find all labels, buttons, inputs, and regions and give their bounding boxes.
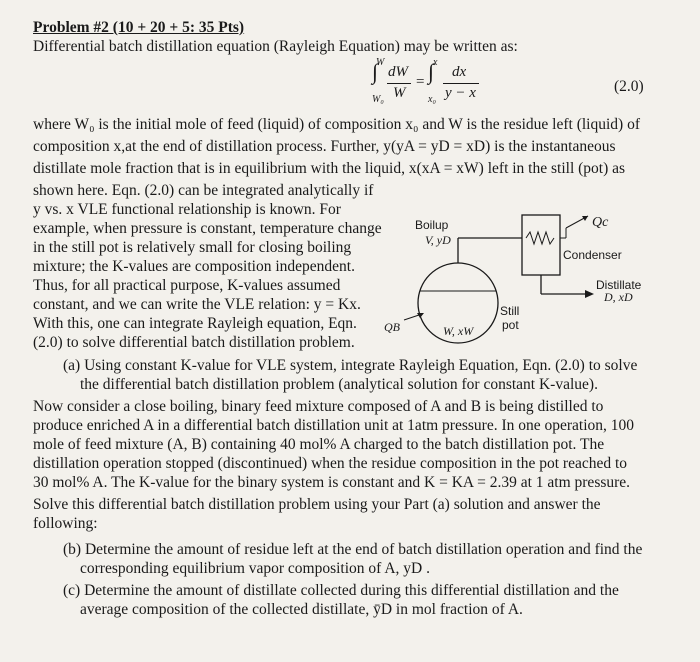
distillate-label: Distillate (596, 278, 642, 292)
still-label: Still (500, 304, 520, 318)
residue-wxw-label: W, xW (443, 324, 474, 338)
boilup-vy-label: V, yD (425, 233, 451, 247)
condenser-coil (526, 232, 554, 244)
para1-line8: mixture; the K-values are composition independent. (33, 258, 355, 275)
qb-label: QB (384, 320, 400, 334)
distillate-arrowhead (585, 290, 594, 298)
para2-line5: 30 mol% A. The K-value for the binary system is constant and K = KA = 2.39 at 1 atm pressure. (33, 474, 631, 491)
para2-line4: distillation operation stopped (discontinued) when the residue composition in the pot reached to (33, 455, 628, 472)
rhs-lower-limit: x₀ (428, 94, 436, 105)
integral-sign-right: ∫ (428, 59, 435, 84)
para1-line3: distillate mole fraction that is in equilibrium with the liquid, x(xA = xW) left in the still (pot) as (33, 160, 626, 177)
pot-label: pot (502, 318, 519, 332)
condenser-box (522, 215, 560, 275)
part-a-line1: (a) Using constant K-value for VLE system, integrate Rayleigh Equation, Eqn. (2.0) to solve (63, 357, 638, 374)
condenser-label: Condenser (563, 248, 622, 262)
para2-line7: following: (33, 515, 98, 532)
lhs-lower-limit: W₀ (372, 94, 384, 105)
para1-line10: constant, and we can write the VLE relation: y = Kx. (33, 296, 361, 313)
para1-line5: y vs. x VLE functional relationship is known. For (33, 201, 341, 218)
part-c-line2: average composition of the collected distillate, ȳD in mol fraction of A. (80, 601, 523, 618)
para2-line3: mole of feed mixture (A, B) containing 40 mol% A charged to the batch distillation pot. The (33, 436, 605, 453)
para2-line6: Solve this differential batch distillation problem using your Part (a) solution and answer the (33, 496, 601, 513)
para1-line11: With this, one can integrate Rayleigh equation, Eqn. (33, 315, 357, 332)
para1-line1: where W₀ is the initial mole of feed (liquid) of composition x₀ and W is the residue left (liquid) of (33, 116, 640, 133)
para1-line6: example, when pressure is constant, temperature change (33, 220, 382, 237)
para1-line12: (2.0) to solve differential batch distillation problem. (33, 334, 355, 351)
part-b-line1: (b) Determine the amount of residue left at the end of batch distillation operation and find the (63, 541, 643, 558)
lhs-denominator: W (393, 85, 406, 101)
lhs-upper-limit: W (376, 57, 385, 68)
para1-line7: in the still pot is relatively small for closing boiling (33, 239, 352, 256)
problem-title: Problem #2 (10 + 20 + 5: 35 Pts) (33, 19, 245, 36)
part-b-line2: corresponding equilibrium vapor composition of A, yD . (80, 560, 430, 577)
rhs-denominator: y − x (445, 85, 476, 101)
part-c-line1: (c) Determine the amount of distillate collected during this differential distillation and the (63, 582, 619, 599)
para1-line9: Thus, for all practical purpose, K-values assumed (33, 277, 341, 294)
problem-subtitle: Differential batch distillation equation (Rayleigh Equation) may be written as: (33, 38, 518, 55)
qc-label: Qc (592, 215, 609, 230)
part-a-line2: the differential batch distillation problem (analytical solution for constant K-value). (80, 376, 598, 393)
para2-line1: Now consider a close boiling, binary feed mixture composed of A and B is being distilled to (33, 398, 604, 415)
equation-number: (2.0) (614, 78, 644, 95)
rhs-upper-limit: x (433, 57, 438, 68)
distillate-dx-label: D, xD (604, 290, 633, 304)
rhs-numerator: dx (452, 64, 467, 80)
para1-line4: shown here. Eqn. (2.0) can be integrated analytically if (33, 182, 374, 199)
equals-sign: = (416, 74, 425, 90)
integral-sign-left: ∫ (372, 59, 379, 84)
lhs-numerator: dW (388, 64, 408, 80)
boilup-label: Boilup (415, 218, 449, 232)
para1-line2: composition x,at the end of distillation process. Further, y(yA = yD = xD) is the instantaneous (33, 138, 616, 155)
para2-line2: produce enriched A in a differential batch distillation unit at 1atm pressure. In one operation, 100 (33, 417, 635, 434)
